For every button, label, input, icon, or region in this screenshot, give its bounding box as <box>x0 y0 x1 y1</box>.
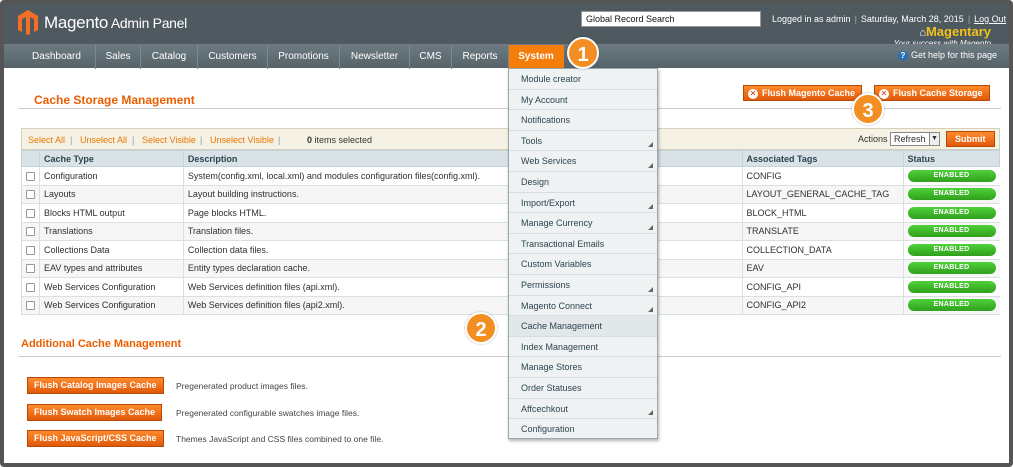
cell-tags: BLOCK_HTML <box>742 204 903 223</box>
cell-description: Web Services definition files (api2.xml). <box>183 296 742 315</box>
cell-description: Translation files. <box>183 222 742 241</box>
menu-item-index-management[interactable]: Index Management <box>509 337 657 358</box>
status-badge: ENABLED <box>908 188 996 200</box>
menu-item-configuration[interactable]: Configuration <box>521 424 575 435</box>
nav-customers[interactable]: Customers <box>198 45 268 69</box>
cell-tags: CONFIG_API2 <box>742 296 903 315</box>
app-title: Magento Admin Panel <box>44 13 187 32</box>
cell-cache-type: Collections Data <box>40 241 184 260</box>
select-all-link[interactable]: Select All <box>28 135 66 145</box>
status-badge: ENABLED <box>908 225 996 237</box>
menu-item-import-export[interactable]: Import/Export <box>509 193 657 214</box>
menu-item-manage-stores[interactable]: Manage Stores <box>509 357 657 378</box>
cell-description: System(config.xml, local.xml) and modules configuration files(config.xml). <box>183 167 742 186</box>
row-checkbox[interactable] <box>26 246 35 255</box>
cell-tags: LAYOUT_GENERAL_CACHE_TAG <box>742 185 903 204</box>
items-selected-count: 0 items selected <box>307 135 373 145</box>
brand-name: ⌂Magentary <box>919 24 991 39</box>
submenu-arrow-icon <box>648 142 653 147</box>
cell-cache-type: Configuration <box>40 167 184 186</box>
user-bar: Logged in as admin | Saturday, March 28, 2015 | Log Out <box>772 14 1007 24</box>
submenu-arrow-icon <box>648 307 653 312</box>
flush-swatch-images-button[interactable]: Flush Swatch Images Cache <box>27 404 162 421</box>
menu-item-tools[interactable]: Tools <box>509 131 657 152</box>
page-title: Cache Storage Management <box>34 93 195 107</box>
nav-reports[interactable]: Reports <box>452 45 509 69</box>
unselect-visible-link[interactable]: Unselect Visible <box>210 135 274 145</box>
menu-item-design[interactable]: Design <box>509 172 657 193</box>
menu-item-transactional-emails[interactable]: Transactional Emails <box>509 234 657 255</box>
flush-js-css-desc: Themes JavaScript and CSS files combined to one file. <box>176 434 384 444</box>
row-checkbox[interactable] <box>26 264 35 273</box>
cell-description: Collection data files. <box>183 241 742 260</box>
system-dropdown-menu <box>508 68 658 439</box>
logged-in-text: Logged in as admin <box>772 14 851 24</box>
nav-catalog[interactable]: Catalog <box>141 45 198 69</box>
flush-icon: ✕ <box>749 89 757 98</box>
header-cache-type[interactable]: Cache Type <box>40 151 184 167</box>
cell-description: Web Services definition files (api.xml). <box>183 278 742 297</box>
cell-cache-type: EAV types and attributes <box>40 259 184 278</box>
submenu-arrow-icon <box>648 287 653 292</box>
select-visible-link[interactable]: Select Visible <box>142 135 196 145</box>
header-bar <box>4 4 1009 44</box>
header-description[interactable]: Description <box>183 151 742 167</box>
step-callout-3: 3 <box>852 93 884 125</box>
help-icon: ? <box>898 51 908 61</box>
cell-tags: CONFIG_API <box>742 278 903 297</box>
magento-logo-icon <box>18 10 38 36</box>
menu-item-notifications[interactable]: Notifications <box>509 110 657 131</box>
cell-tags: EAV <box>742 259 903 278</box>
menu-item-magento-connect[interactable]: Magento Connect <box>509 296 657 317</box>
row-checkbox[interactable] <box>26 190 35 199</box>
submenu-arrow-icon <box>648 204 653 209</box>
actions-select[interactable]: Refresh ▼ <box>890 132 940 146</box>
nav-promotions[interactable]: Promotions <box>268 45 340 69</box>
status-badge: ENABLED <box>908 299 996 311</box>
menu-item-my-account[interactable]: My Account <box>509 90 657 111</box>
cell-tags: COLLECTION_DATA <box>742 241 903 260</box>
nav-dashboard[interactable]: Dashboard <box>18 45 96 69</box>
main-nav <box>4 44 1009 68</box>
flush-cache-storage-button[interactable]: ✕ Flush Cache Storage <box>874 85 990 101</box>
cell-cache-type: Blocks HTML output <box>40 204 184 223</box>
submenu-arrow-icon <box>648 410 653 415</box>
flush-catalog-images-button[interactable]: Flush Catalog Images Cache <box>27 377 164 394</box>
row-checkbox[interactable] <box>26 301 35 310</box>
menu-item-module-creator[interactable]: Module creator <box>509 69 657 90</box>
flush-icon: ✕ <box>880 89 888 98</box>
menu-item-web-services[interactable]: Web Services <box>509 151 657 172</box>
nav-sales[interactable]: Sales <box>96 45 141 69</box>
chevron-down-icon: ▼ <box>929 133 939 145</box>
status-badge: ENABLED <box>908 244 996 256</box>
status-badge: ENABLED <box>908 207 996 219</box>
menu-item-manage-currency[interactable]: Manage Currency <box>509 213 657 234</box>
actions-label: Actions <box>858 134 888 144</box>
status-badge: ENABLED <box>908 262 996 274</box>
flush-swatch-images-desc: Pregenerated configurable swatches image files. <box>176 408 360 418</box>
status-badge: ENABLED <box>908 170 996 182</box>
submenu-arrow-icon <box>648 225 653 230</box>
row-checkbox[interactable] <box>26 209 35 218</box>
additional-cache-title: Additional Cache Management <box>21 338 182 350</box>
menu-item-permissions[interactable]: Permissions <box>509 275 657 296</box>
step-callout-1: 1 <box>567 37 599 69</box>
cell-description: Layout building instructions. <box>183 185 742 204</box>
global-search-input[interactable]: Global Record Search <box>581 11 761 27</box>
massaction-bar: Select All | Unselect All | Select Visible | Unselect Visible | 0 items selected Actions Refresh ▼ Submit <box>21 128 1000 150</box>
cell-cache-type: Layouts <box>40 185 184 204</box>
help-link[interactable]: ? Get help for this page <box>898 50 997 61</box>
nav-system[interactable]: System <box>509 45 564 69</box>
flush-catalog-images-desc: Pregenerated product images files. <box>176 381 308 391</box>
menu-item-custom-variables[interactable]: Custom Variables <box>509 254 657 275</box>
cell-tags: CONFIG <box>742 167 903 186</box>
cell-tags: TRANSLATE <box>742 222 903 241</box>
header-status[interactable]: Status <box>903 151 1000 167</box>
logout-link[interactable]: Log Out <box>974 14 1007 24</box>
unselect-all-link[interactable]: Unselect All <box>80 135 128 145</box>
flush-js-css-button[interactable]: Flush JavaScript/CSS Cache <box>27 430 164 447</box>
row-checkbox[interactable] <box>26 283 35 292</box>
header-checkbox-col <box>22 151 40 167</box>
nav-newsletter[interactable]: Newsletter <box>340 45 410 69</box>
cell-cache-type: Web Services Configuration <box>40 278 184 297</box>
menu-item-order-statuses[interactable]: Order Statuses <box>509 378 657 399</box>
row-checkbox[interactable] <box>26 172 35 181</box>
status-badge: ENABLED <box>908 281 996 293</box>
submenu-arrow-icon <box>648 163 653 168</box>
home-icon: ⌂ <box>919 27 926 39</box>
menu-item-affcechkout[interactable]: Affcechkout <box>509 399 657 420</box>
menu-item-cache-management[interactable]: Cache Management <box>509 316 657 337</box>
nav-cms[interactable]: CMS <box>410 45 452 69</box>
cell-description: Entity types declaration cache. <box>183 259 742 278</box>
submit-button[interactable]: Submit <box>946 131 995 147</box>
row-checkbox[interactable] <box>26 227 35 236</box>
cell-cache-type: Translations <box>40 222 184 241</box>
date-text: Saturday, March 28, 2015 <box>860 14 964 24</box>
header-associated-tags[interactable]: Associated Tags <box>742 151 903 167</box>
flush-magento-cache-button[interactable]: ✕ Flush Magento Cache <box>743 85 862 101</box>
step-callout-2: 2 <box>465 312 497 344</box>
cell-description: Page blocks HTML. <box>183 204 742 223</box>
cell-cache-type: Web Services Configuration <box>40 296 184 315</box>
